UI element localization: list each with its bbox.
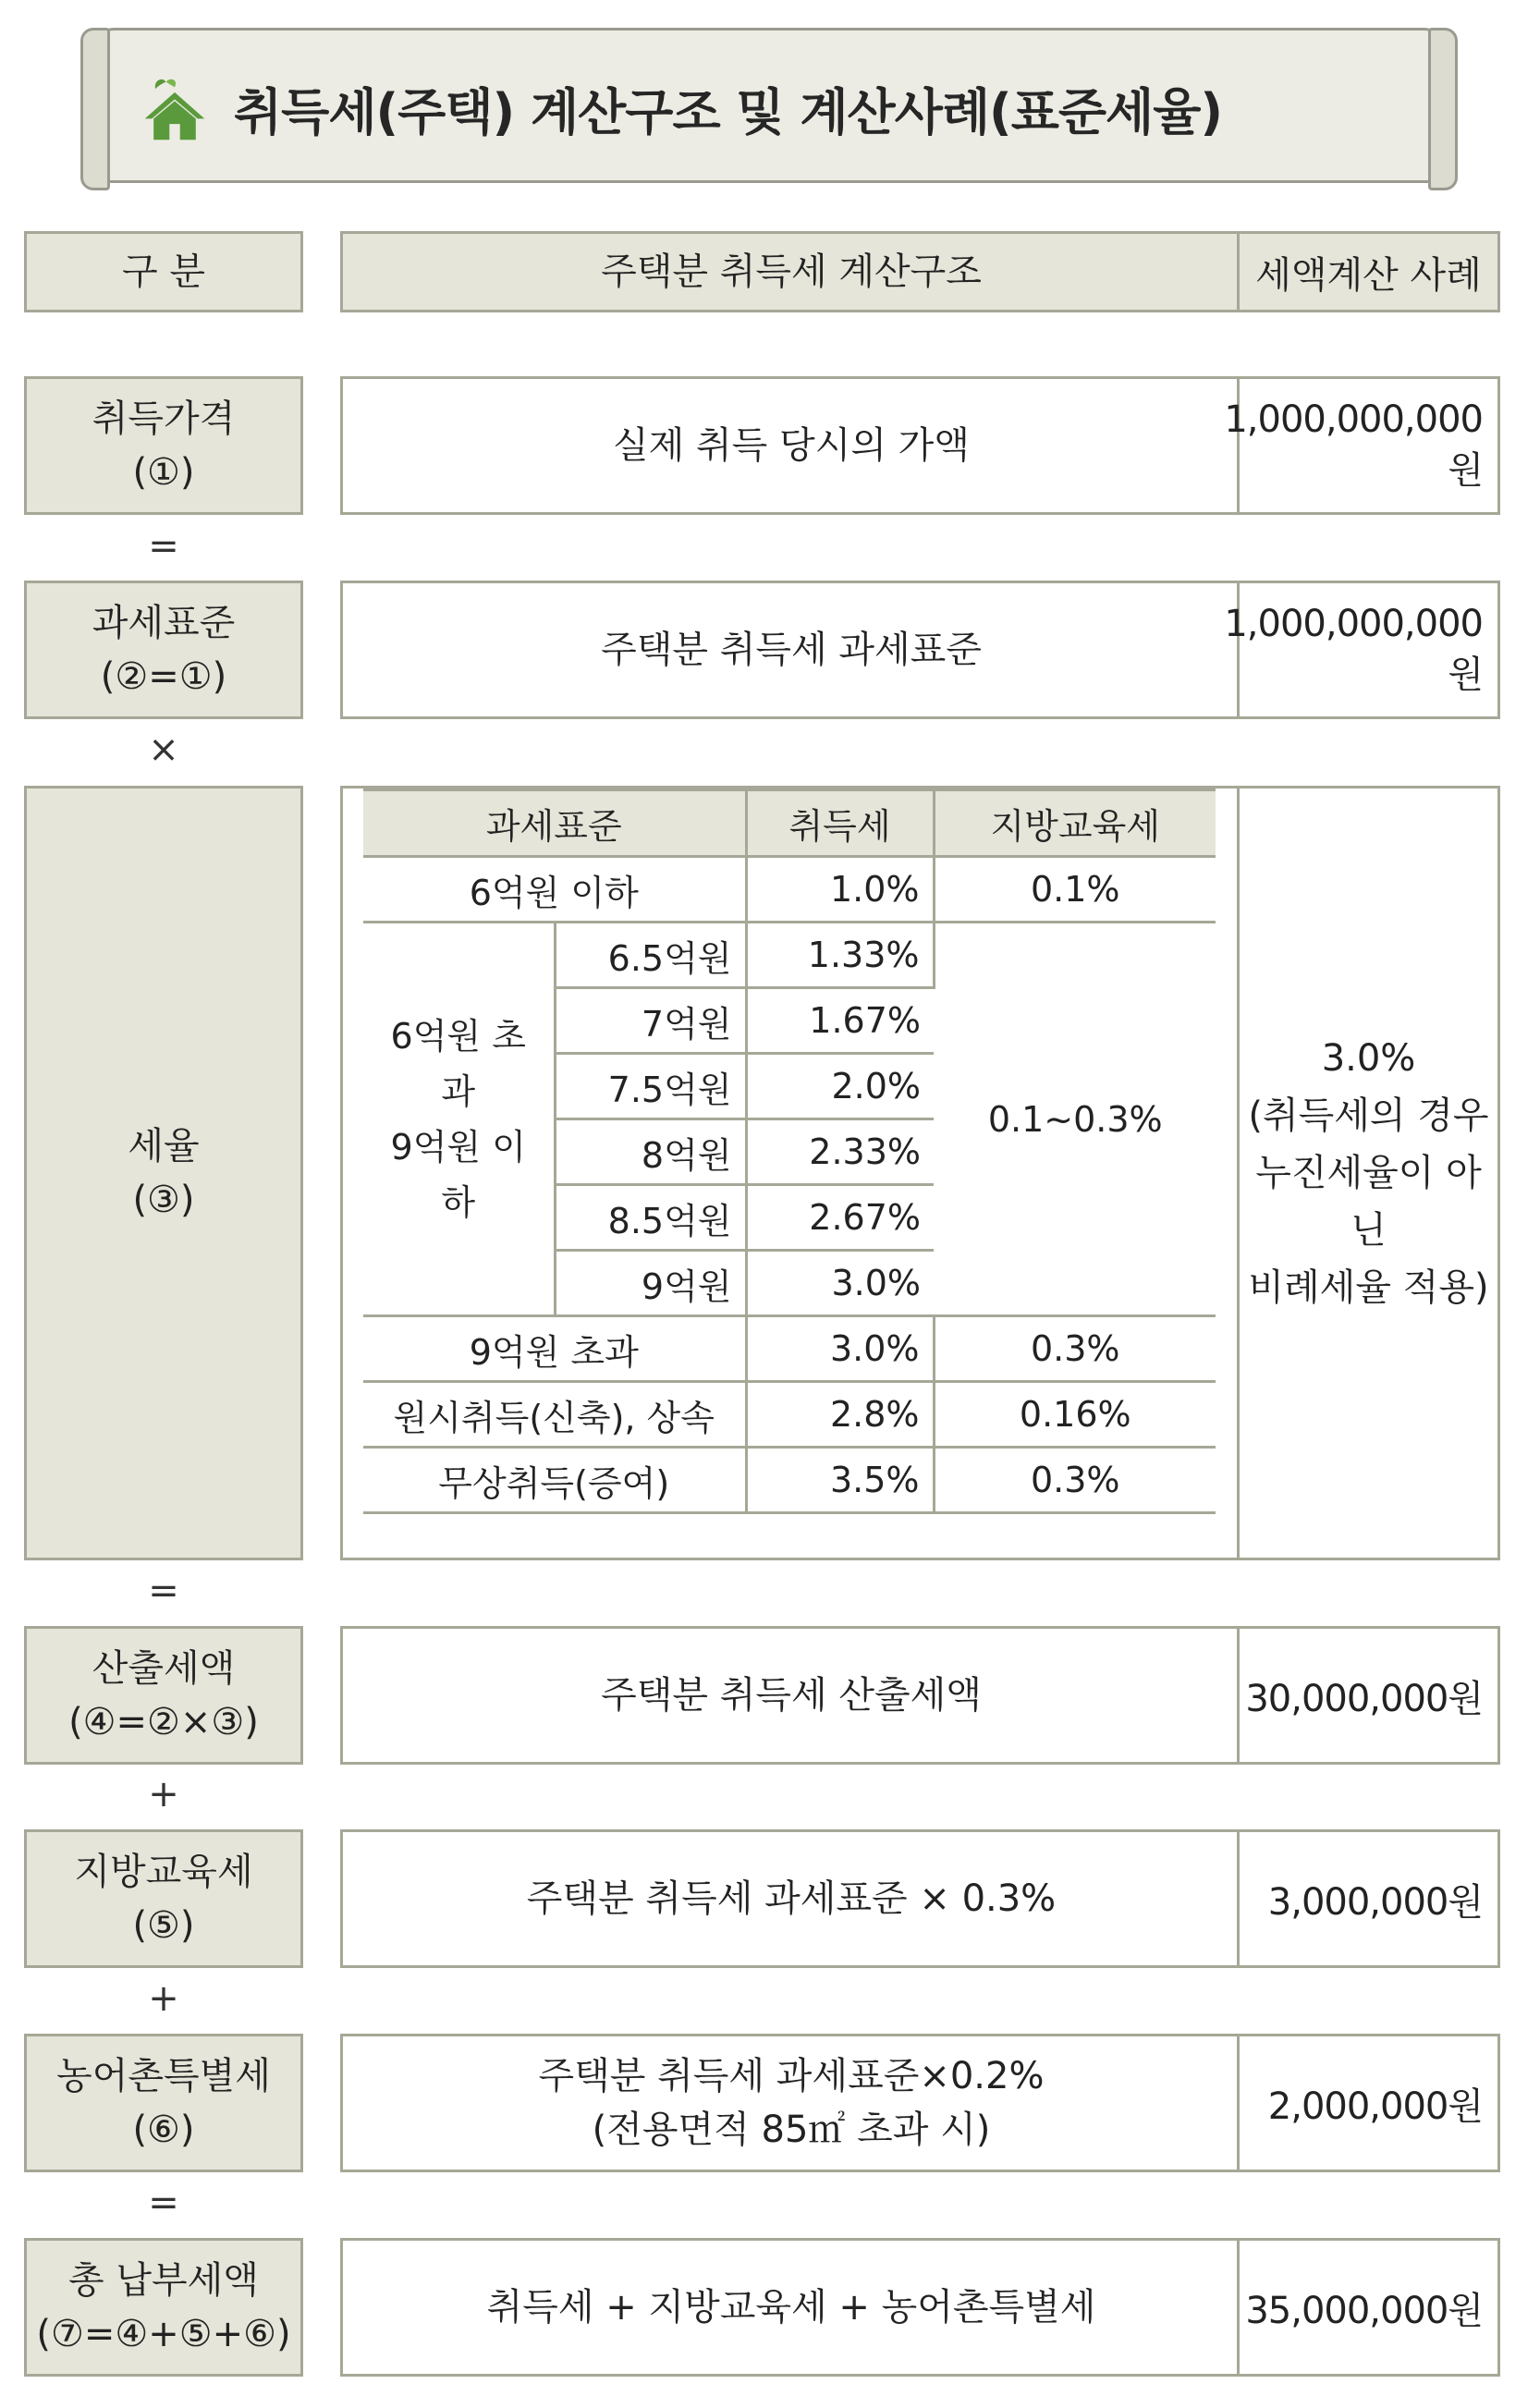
cell-acq: 2.33% [746,1119,934,1185]
header-example-text: 세액계산 사례 [1255,253,1482,297]
label-tax-rate [24,786,303,1560]
desc-text: 주택분 취득세 과세표준 × 0.3% [526,1877,1057,1920]
label-acquisition-price [24,376,303,515]
cell-base: 6억원 이하 [363,857,746,923]
label-total-tax [24,2238,303,2377]
house-icon [140,73,210,143]
cell-edu: 0.1% [934,857,1216,923]
operator-equals: = [148,1570,179,1612]
amount-text: 30,000,000원 [1245,1677,1483,1720]
table-row [363,1448,1216,1513]
cell-acq: 1.0% [746,857,934,923]
label-line1: 취득가격 [92,397,236,440]
label-line2: (⑥) [132,2109,195,2151]
cell-base: 원시취득(신축), 상속 [363,1382,746,1448]
label-local-education-tax [24,1829,303,1968]
amount-local-education-tax [1237,1829,1500,1968]
desc-total-tax [340,2238,1240,2377]
cell-acq: 2.8% [746,1382,934,1448]
cell-acq: 1.33% [746,923,934,988]
cell-sub-base: 8.5억원 [555,1185,746,1251]
cell-base: 9억원 초과 [363,1316,746,1382]
operator-plus: + [148,1977,179,2020]
th-acq: 취득세 [746,790,934,857]
label-line1: 산출세액 [92,1647,236,1690]
th-edu: 지방교육세 [934,790,1216,857]
label-line2: (②=①) [100,655,227,698]
desc-rural-special-tax [340,2034,1240,2172]
label-calculated-tax [24,1626,303,1765]
amount-text: 35,000,000원 [1245,2289,1483,2332]
example-tax-rate [1237,786,1500,1560]
cell-sub-base: 7.5억원 [555,1054,746,1119]
table-row [363,1316,1216,1382]
desc-calculated-tax [340,1626,1240,1765]
cell-acq: 2.0% [746,1054,934,1119]
header-structure [340,231,1240,312]
page-title: 취득세(주택) 계산구조 및 계산사례(표준세율) [234,82,1223,141]
amount-text: 1,000,000,000원 [1224,602,1483,696]
cell-acq: 1.67% [746,988,934,1054]
amount-tax-base [1224,581,1500,719]
cell-acq: 2.67% [746,1185,934,1251]
th-base: 과세표준 [363,790,746,857]
table-row [363,857,1216,923]
desc-text: 실제 취득 당시의 가액 [613,424,970,467]
desc-acquisition-price [340,376,1240,515]
label-line1: 과세표준 [92,602,236,644]
label-line1: 지방교육세 [74,1851,253,1893]
label-line2: (⑤) [132,1904,195,1947]
title-banner [91,28,1448,183]
operator-equals: = [148,525,179,568]
group-line2: 9억원 이하 [390,1126,526,1223]
cell-acq: 3.5% [746,1448,934,1513]
table-row [363,923,1216,988]
example-line: 3.0% [1321,1037,1416,1080]
amount-calculated-tax [1237,1626,1500,1765]
label-line2: (①) [132,451,195,494]
label-tax-base [24,581,303,719]
label-line2: (⑦=④+⑤+⑥) [36,2313,291,2355]
example-line: 누진세율이 아닌 [1255,1152,1482,1252]
cell-group-label [363,923,555,1316]
amount-text: 2,000,000원 [1267,2084,1483,2128]
desc-text: 취득세 + 지방교육세 + 농어촌특별세 [486,2286,1096,2329]
desc-text: 주택분 취득세 산출세액 [601,1674,982,1717]
cell-sub-base: 7억원 [555,988,746,1054]
cell-group-edu: 0.1~0.3% [934,923,1216,1316]
label-rural-special-tax [24,2034,303,2172]
desc-tax-base [340,581,1240,719]
cell-base: 무상취득(증여) [363,1448,746,1513]
rate-table-header [363,790,1216,857]
cell-edu: 0.3% [934,1448,1216,1513]
operator-plus: + [148,1773,179,1816]
cell-sub-base: 8억원 [555,1119,746,1185]
cell-edu: 0.3% [934,1316,1216,1382]
example-line: (취득세의 경우 [1248,1094,1489,1137]
label-line2: (④=②×③) [68,1701,259,1743]
amount-rural-special-tax [1237,2034,1500,2172]
example-line: 비례세율 적용) [1248,1266,1489,1309]
desc-text: 주택분 취득세 과세표준 [601,629,982,671]
rate-table [363,789,1216,1514]
amount-text: 3,000,000원 [1267,1880,1483,1924]
header-category-text: 구 분 [122,251,205,293]
group-line1: 6억원 초과 [390,1015,526,1112]
desc-line1: 주택분 취득세 과세표준×0.2% [538,2055,1045,2097]
label-line1: 세율 [128,1125,200,1168]
operator-equals: = [148,2182,179,2224]
header-structure-text: 주택분 취득세 계산구조 [601,251,982,293]
cell-acq: 3.0% [746,1251,934,1316]
header-category [24,231,303,312]
cell-acq: 3.0% [746,1316,934,1382]
cell-edu: 0.16% [934,1382,1216,1448]
operator-multiply: × [148,728,179,771]
amount-text: 1,000,000,000원 [1224,397,1483,492]
desc-local-education-tax [340,1829,1240,1968]
desc-line2: (전용면적 85㎡ 초과 시) [592,2109,991,2151]
amount-acquisition-price [1224,376,1500,515]
cell-sub-base: 9억원 [555,1251,746,1316]
table-row [363,1382,1216,1448]
label-line1: 총 납부세액 [68,2259,259,2302]
label-line2: (③) [132,1179,195,1221]
cell-sub-base: 6.5억원 [555,923,746,988]
header-example [1237,231,1500,312]
label-line1: 농어촌특별세 [56,2055,271,2097]
amount-total-tax [1237,2238,1500,2377]
